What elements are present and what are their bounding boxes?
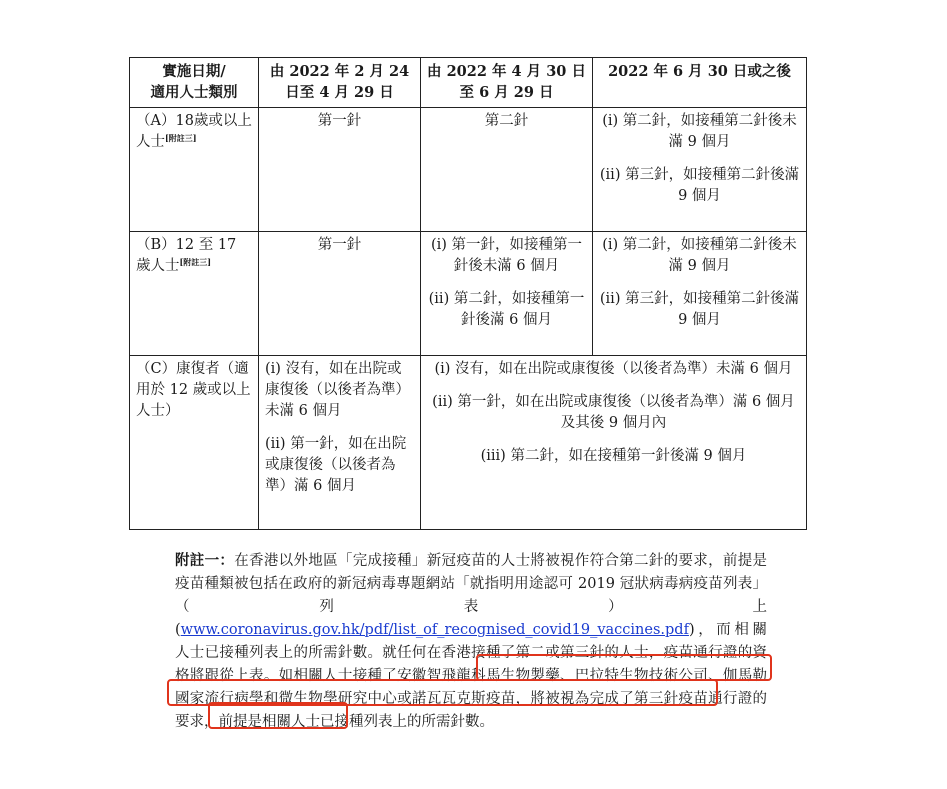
footnote-text: ，將被視為 xyxy=(515,691,590,707)
row-b-col3: (i) 第二針，如接種第二針後未滿 9 個月 (ii) 第三針，如接種第二針後滿 9 個月 xyxy=(593,232,807,356)
footnote-text: )，而相關人士已接種列表上的所需針數。就任何在香港接種了第二或第三針的人士，疫苗通行證的資格將跟從上表。如相關人士接種了 xyxy=(175,622,767,684)
table-row xyxy=(130,356,807,530)
row-a-col1: 第一針 xyxy=(259,108,421,232)
table-row xyxy=(130,108,807,232)
vaccine-list-link[interactable]: www.coronavirus.gov.hk/pdf/list_of_recognised_covid19_vaccines.pdf xyxy=(180,622,689,638)
footnote-text: 在香港以外地區「完成接種」新冠疫苗的人士將被視作符合第二針的要求，前提是疫苗種類被包括在政府的新冠病毒專題網站「就指明用途認可 2019 冠狀病毒病疫苗列表」（列表）上( xyxy=(175,553,768,638)
header-period-1: 由 2022 年 2 月 24 日至 4 月 29 日 xyxy=(259,58,421,108)
row-c-col23: (i) 沒有，如在出院或康復後（以後者為準）未滿 6 個月 (ii) 第一針，如在出院或康復後（以後者為準）滿 6 個月及其後 9 個月內 (iii) 第二針，如在接種第一針後滿 9 個月 xyxy=(421,356,807,530)
row-a-col2: 第二針 xyxy=(421,108,593,232)
footnote-text: 通行證的要求，前提是相關人士已接種列表上的所需針數。 xyxy=(175,691,768,730)
vaccine-schedule-table xyxy=(129,57,807,530)
row-b-col2: (i) 第一針，如接種第一針後未滿 6 個月 (ii) 第二針，如接種第一針後滿 6 個月 xyxy=(421,232,593,356)
footnote-1 xyxy=(175,549,767,734)
highlighted-third-dose: 完成了第三針疫苗 xyxy=(589,691,709,707)
table-row xyxy=(130,232,807,356)
table-header-row xyxy=(130,58,807,108)
header-period-2: 由 2022 年 4 月 30 日至 6 月 29 日 xyxy=(421,58,593,108)
row-c-col1: (i) 沒有，如在出院或康復後（以後者為準）未滿 6 個月 (ii) 第一針，如在出院或康復後（以後者為準）滿 6 個月 xyxy=(259,356,421,530)
row-a-col3: (i) 第二針，如接種第二針後未滿 9 個月 (ii) 第三針，如接種第二針後滿 9 個月 xyxy=(593,108,807,232)
highlighted-vaccine-names: 安徽智飛龍科馬生物製藥、巴拉特生物技術公司、伽馬勒國家流行病學和微生物學研究中心或諾瓦瓦克斯疫苗 xyxy=(175,668,768,707)
row-c-category: （C）康復者（適用於 12 歲或以上人士） xyxy=(130,356,259,530)
header-category: 實施日期/ 適用人士類別 xyxy=(130,58,259,108)
header-period-3: 2022 年 6 月 30 日或之後 xyxy=(593,58,807,108)
footnote-label: 附註一： xyxy=(175,552,235,569)
row-a-category: （A）18歲或以上人士[附註三] xyxy=(130,108,259,232)
row-b-category: （B）12 至 17 歲人士[附註三] xyxy=(130,232,259,356)
row-b-col1: 第一針 xyxy=(259,232,421,356)
